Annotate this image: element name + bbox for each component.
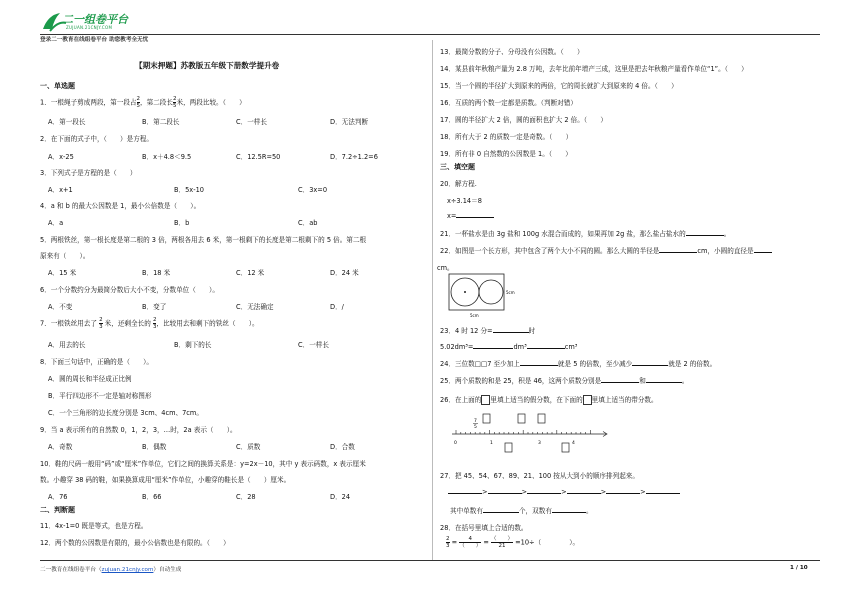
question-14: 14．某县前年秋粮产量为 2.8 万吨，去年比前年增产三成，这里是把去年秋粮产量看作单位“1”。（ ） (440, 65, 748, 73)
question-24: 24．三位数□□7 至少加上 就是 5 的倍数，至少减少 就是 2 的倍数。 (440, 360, 717, 368)
q27-blank-6[interactable] (646, 487, 680, 494)
header-divider (40, 34, 820, 35)
question-18: 18．所有大于 2 的质数一定是奇数。（ ） (440, 133, 573, 141)
question-5-line1: 5．两根铁丝，第一根长度是第二根的 3 倍，两根各用去 6 米，第一根剩下的长度是第二根剩下的 5 倍。第二根 (40, 236, 367, 244)
question-10-line1: 10．鞋的尺码一般用“码”或“厘米”作单位，它们之间的换算关系是：y=2x－10，其中 y 表示码数，x 表示厘米 (40, 460, 366, 468)
question-16: 16．互质的两个数一定都是质数。（判断对错） (440, 99, 577, 107)
question-19: 19．所有非 0 自然数的公因数是 1。（ ） (440, 150, 572, 158)
footer-divider (40, 560, 820, 561)
q10-option-b[interactable]: B．66 (142, 493, 162, 501)
upper-frac-denominator: 5 (474, 425, 477, 430)
section-fill: 三、填空题 (440, 163, 475, 171)
q1-option-a[interactable]: A．第一段长 (48, 118, 86, 126)
q5-option-a[interactable]: A．15 米 (48, 269, 77, 277)
fig-label-bottom: 5cm (470, 313, 479, 318)
q27-blank-4[interactable] (567, 487, 601, 494)
footer-text: 二一教育在线组卷平台（zujuan.21cnjy.com）自动生成 (40, 567, 182, 573)
logo-url: ZUJUAN.21CNJY.COM (66, 25, 113, 30)
tick-label-0: 0 (454, 441, 457, 446)
question-26: 26．在上面的 里填上适当的假分数，在下面的 里填上适当的带分数。 (440, 396, 658, 404)
question-27: 27．把 45、54、67、89、21、100 按从大到小的顺序排列起来。 (440, 472, 639, 480)
question-4: 4．a 和 b 的最大公因数是 1，最小公倍数是（ ）。 (40, 202, 201, 210)
q10-option-a[interactable]: A．76 (48, 493, 68, 501)
question-25: 25．两个质数的和是 25，积是 46，这两个质数分别是 和 。 (440, 377, 689, 385)
q8-option-c[interactable]: C．一个三角形的边长度分别是 3cm、4cm、7cm。 (48, 409, 203, 417)
q8-option-a[interactable]: A．圆的周长和半径成正比例 (48, 375, 132, 383)
q22-blank-2[interactable] (754, 246, 772, 253)
q23-blank-3[interactable] (527, 342, 565, 349)
number-line-ticks (456, 430, 590, 434)
large-circle-center (464, 291, 466, 293)
q24-blank-2[interactable] (632, 359, 668, 366)
tick-label-3: 3 (538, 441, 541, 446)
q22-blank-1[interactable] (659, 246, 697, 253)
footer-link[interactable]: zujuan.21cnjy.com (101, 567, 154, 573)
question-23-part2: 5.02dm³= dm³ cm³ (440, 343, 578, 351)
q7-frac2: $\frac{2}{3}$ (152, 317, 157, 330)
q28-equation: $\frac{2}{3}$ = $\frac{4}{( )}$ = $\frac{( )}{21}$ =10÷（ ）。 (446, 536, 580, 549)
column-divider (432, 40, 433, 560)
q20-equation: x÷3.14＝8 (447, 197, 482, 205)
question-17: 17．圆的半径扩大 2 倍，圆的面积也扩大 2 倍。（ ） (440, 116, 607, 124)
section-single-choice: 一、单选题 (40, 82, 75, 90)
q9-option-a[interactable]: A．奇数 (48, 443, 73, 451)
tick-label-1: 1 (490, 441, 493, 446)
q25-blank-2[interactable] (646, 376, 682, 383)
q27-blank-even[interactable] (552, 506, 586, 513)
q1-frac2: $\frac{2}{5}$ (172, 96, 177, 109)
q7-frac1: $\frac{2}{3}$ (99, 317, 103, 330)
q27-blank-5[interactable] (606, 487, 640, 494)
q27-blank-odd[interactable] (483, 506, 519, 513)
question-9: 9．当 a 表示所有的自然数 0，1，2，3，…时，2a 表示（ ）。 (40, 426, 237, 434)
question-1: 1．一根绳子剪成两段，第一段占 $\frac{2}{5}$ ，第二段长 $\frac{2}{5}$ 米，两段比较。（ ） (40, 96, 246, 109)
q7-option-c[interactable]: C．一样长 (298, 341, 329, 349)
q23-blank-2[interactable] (473, 342, 513, 349)
q26-lower-box-icon (583, 395, 592, 405)
upper-box-3 (538, 414, 545, 423)
q27-blank-2[interactable] (488, 487, 522, 494)
question-11: 11．4x-1=0 既是等式，也是方程。 (40, 522, 148, 530)
q23-blank-1[interactable] (493, 326, 529, 333)
q3-option-c[interactable]: C．3x=0 (298, 186, 328, 194)
q2-option-c[interactable]: C．12.5R=50 (236, 153, 281, 161)
q25-blank-1[interactable] (601, 376, 639, 383)
q4-option-c[interactable]: C．ab (298, 219, 318, 227)
q6-option-b[interactable]: B．变了 (142, 303, 167, 311)
logo-text: 二一组卷平台 (62, 13, 128, 26)
q9-option-d[interactable]: D．合数 (330, 443, 355, 451)
q28-frac3[interactable]: $\frac{( )}{21}$ (491, 536, 514, 549)
q27-blank-1[interactable] (448, 487, 482, 494)
question-10-line2: 数。小趣穿 38 码的鞋，如果换算成用“厘米”作单位，小趣穿的鞋长是（ ）厘米。 (40, 476, 291, 484)
question-2: 2．在下面的式子中，（ ）是方程。 (40, 135, 153, 143)
page-title: 【期末押题】苏教版五年级下册数学提升卷 (135, 61, 280, 70)
q4-option-a[interactable]: A．a (48, 219, 64, 227)
q1-option-d[interactable]: D．无法判断 (330, 118, 369, 126)
q6-option-c[interactable]: C．无法确定 (236, 303, 274, 311)
question-8: 8．下面三句话中，正确的是（ ）。 (40, 358, 153, 366)
question-3: 3．下列式子是方程的是（ ） (40, 169, 137, 177)
q9-option-b[interactable]: B．偶数 (142, 443, 167, 451)
lower-box-2 (562, 443, 569, 452)
q20-answer-blank[interactable] (456, 211, 494, 218)
q4-option-b[interactable]: B．b (174, 219, 190, 227)
question-15: 15．当一个圆的半径扩大到原来的两倍，它的周长就扩大到原来的 4 倍。（ ） (440, 82, 678, 90)
q24-blank-1[interactable] (520, 359, 558, 366)
q26-number-line (450, 412, 610, 456)
q22-unit: cm。 (437, 264, 454, 272)
q27-blank-3[interactable] (527, 487, 561, 494)
small-circle (479, 280, 503, 304)
q9-option-c[interactable]: C．质数 (236, 443, 261, 451)
q7-option-a[interactable]: A．用去的长 (48, 341, 86, 349)
q6-option-a[interactable]: A．不变 (48, 303, 73, 311)
q3-option-a[interactable]: A．x+1 (48, 186, 73, 194)
q2-option-d[interactable]: D．7.2÷1.2=6 (330, 153, 378, 161)
question-7: 7．一根铁丝用去了 $\frac{2}{3}$ 米，还剩全长的 $\frac{2}{3}$ ，比较用去和剩下的铁丝（ ）。 (40, 317, 259, 330)
question-12: 12．两个数的公因数是有限的，最小公倍数也是有限的。（ ） (40, 539, 230, 547)
question-6: 6．一个分数约分为最简分数后大小不变，分数单位（ ）。 (40, 286, 219, 294)
fig-label-right: 5cm (506, 290, 515, 295)
q22-rectangle-circles-figure (448, 273, 515, 319)
lower-box-1 (505, 443, 512, 452)
question-22: 22．如图是一个长方形，其中包含了两个大小不同的圆。那么大圆的半径是 cm，小圆的直径是 (440, 245, 772, 255)
question-21: 21．一杯盐水是由 3g 盐和 100g 水混合而成的，如果再加 2g 盐，那么盐占盐水的 。 (440, 230, 731, 238)
q1-frac1: $\frac{2}{5}$ (136, 96, 141, 109)
question-20: 20．解方程. (440, 180, 477, 188)
q5-option-c[interactable]: C．12 米 (236, 269, 265, 277)
q2-option-b[interactable]: B．x＋4.8＜9.5 (142, 153, 192, 161)
q5-option-b[interactable]: B．18 米 (142, 269, 171, 277)
q1-stem: 1．一根绳子剪成两段，第一段占 (40, 98, 137, 107)
q10-option-c[interactable]: C．28 (236, 493, 256, 501)
q2-option-a[interactable]: A．x-25 (48, 153, 74, 161)
q20-answer: x= (447, 211, 494, 220)
header-slogan: 登录二一教育在线组卷平台 助您教考全无忧 (40, 37, 149, 43)
question-23: 23．4 时 12 分= 时 (440, 327, 536, 335)
q1-option-b[interactable]: B．第二段长 (142, 118, 180, 126)
question-13: 13．最简分数的分子、分母没有公因数。（ ） (440, 48, 584, 56)
q7-option-b[interactable]: B．剩下的长 (174, 341, 212, 349)
question-5-line2: 原来有（ ）。 (40, 252, 90, 260)
q1-option-c[interactable]: C．一样长 (236, 118, 267, 126)
rectangle-outline (449, 274, 504, 310)
q27-ordering: > > > > > (448, 487, 680, 496)
q27-odd-even: 其中单数有 个，双数有 。 (450, 507, 593, 515)
q8-option-b[interactable]: B．平行四边形不一定是轴对称图形 (48, 392, 152, 400)
q21-blank[interactable] (686, 229, 724, 236)
upper-box-2 (518, 414, 525, 423)
q10-option-d[interactable]: D．24 (330, 493, 351, 501)
q6-option-d[interactable]: D．/ (330, 303, 344, 311)
upper-frac-numerator: 7 (474, 419, 477, 424)
q26-upper-box-icon (481, 395, 490, 405)
q28-frac2[interactable]: $\frac{4}{( )}$ (459, 536, 482, 549)
upper-box-1 (483, 414, 490, 423)
tick-label-4: 4 (572, 441, 575, 446)
q5-option-d[interactable]: D．24 米 (330, 269, 359, 277)
q28-frac1: $\frac{2}{3}$ (446, 536, 450, 549)
section-judge: 二、判断题 (40, 506, 75, 514)
question-28: 28．在括号里填上合适的数。 (440, 524, 528, 532)
q3-option-b[interactable]: B．5x-10 (174, 186, 204, 194)
page-number: 1 / 10 (790, 565, 808, 571)
